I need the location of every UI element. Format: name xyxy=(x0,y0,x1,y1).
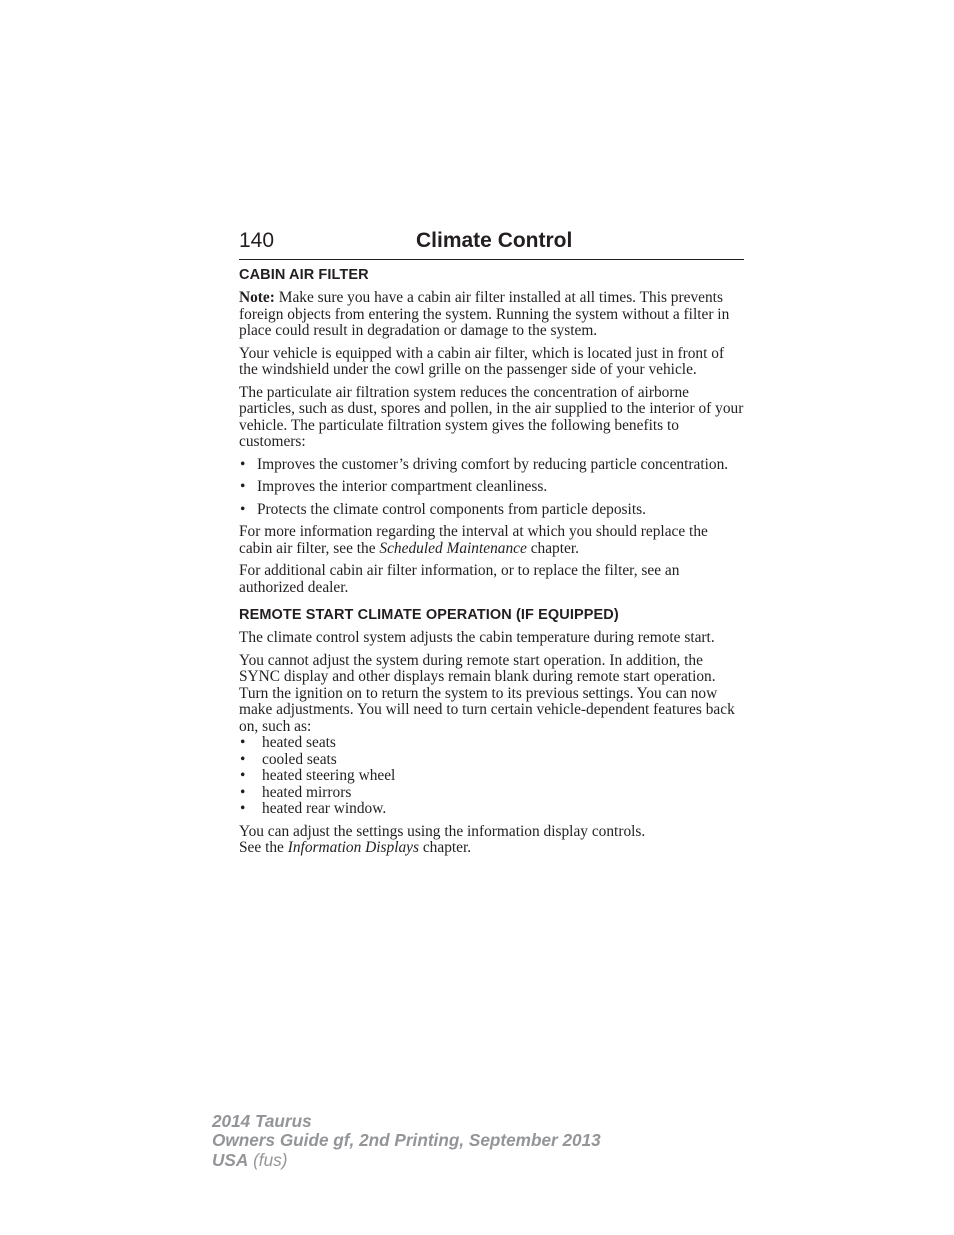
list-item: • Improves the customer’s driving comfort by reducing particle concentration. xyxy=(240,455,729,473)
bullet-icon: • xyxy=(240,750,246,768)
page-footer xyxy=(212,1112,601,1170)
remote-start-adjusts-paragraph: The climate control system adjusts the cabin temperature during remote start. xyxy=(239,629,715,646)
note-paragraph xyxy=(239,290,744,340)
page-number: 140 xyxy=(239,229,275,252)
settings-paragraph: You can adjust the settings using the information display controls. See the Information Displays chapter. xyxy=(239,822,646,856)
features-list xyxy=(239,735,744,818)
information-displays-reference: Information Displays xyxy=(287,839,419,856)
list-item: • heated steering wheel xyxy=(240,767,396,784)
list-item: • cooled seats xyxy=(240,750,337,768)
footer-model: 2014 Taurus xyxy=(212,1111,312,1131)
bullet-icon: • xyxy=(240,800,246,817)
bullet-icon: • xyxy=(240,500,246,518)
list-item: • Improves the interior compartment cleanliness. xyxy=(240,478,548,495)
maintenance-interval-paragraph: For more information regarding the interval at which you should replace the cabin air filter, see the Scheduled Maintenance chapter. xyxy=(239,523,708,557)
benefits-list xyxy=(239,457,744,519)
cabin-air-filter-heading: CABIN AIR FILTER xyxy=(239,267,369,283)
bullet-icon: • xyxy=(240,783,246,801)
footer-region-code: (fus) xyxy=(248,1149,288,1170)
filter-location-paragraph: Your vehicle is equipped with a cabin air filter, which is located just in front of the windshield under the cowl grille on the passenger side of your vehicle. xyxy=(239,344,725,378)
footer-region: USA xyxy=(212,1149,249,1170)
bullet-icon: • xyxy=(240,767,246,784)
footer-region-line xyxy=(212,1151,601,1170)
page-header xyxy=(239,228,744,260)
remote-start-cannot-adjust-paragraph: You cannot adjust the system during remote start operation. In addition, the SYNC display and other displays remain blank during remote start operation. Turn the ignition on to return the system to its previous settings. You can now make adjustments. You will need to turn certain vehicle-dependent features back on, such as: xyxy=(239,651,735,735)
particulate-system-paragraph: The particulate air filtration system reduces the concentration of airborne particles, such as dust, spores and pollen, in the air supplied to the interior of your vehicle. The particulate filtration system gives the following benefits to customers: xyxy=(239,383,744,450)
list-item: • heated mirrors xyxy=(240,783,352,801)
footer-guide: Owners Guide gf, 2nd Printing, September 2013 xyxy=(212,1130,601,1151)
scheduled-maintenance-reference: Scheduled Maintenance xyxy=(379,539,527,557)
list-item: • Protects the climate control components from particle deposits. xyxy=(240,500,646,518)
remote-start-heading: REMOTE START CLIMATE OPERATION (IF EQUIPPED) xyxy=(239,607,619,623)
note-label: Note: xyxy=(239,289,275,306)
note-text: Make sure you have a cabin air filter installed at all times. This prevents foreign objects from entering the system. Running the system without a filter in place could result in degradation or damage to the system. xyxy=(239,289,730,339)
page-content xyxy=(239,266,744,863)
bullet-icon: • xyxy=(240,455,246,473)
bullet-icon: • xyxy=(240,478,246,495)
list-item: • heated rear window. xyxy=(240,800,387,817)
list-item: • heated seats xyxy=(240,734,336,751)
bullet-icon: • xyxy=(240,734,246,751)
dealer-paragraph: For additional cabin air filter information, or to replace the filter, see an authorized dealer. xyxy=(239,562,680,596)
chapter-title: Climate Control xyxy=(416,229,573,252)
